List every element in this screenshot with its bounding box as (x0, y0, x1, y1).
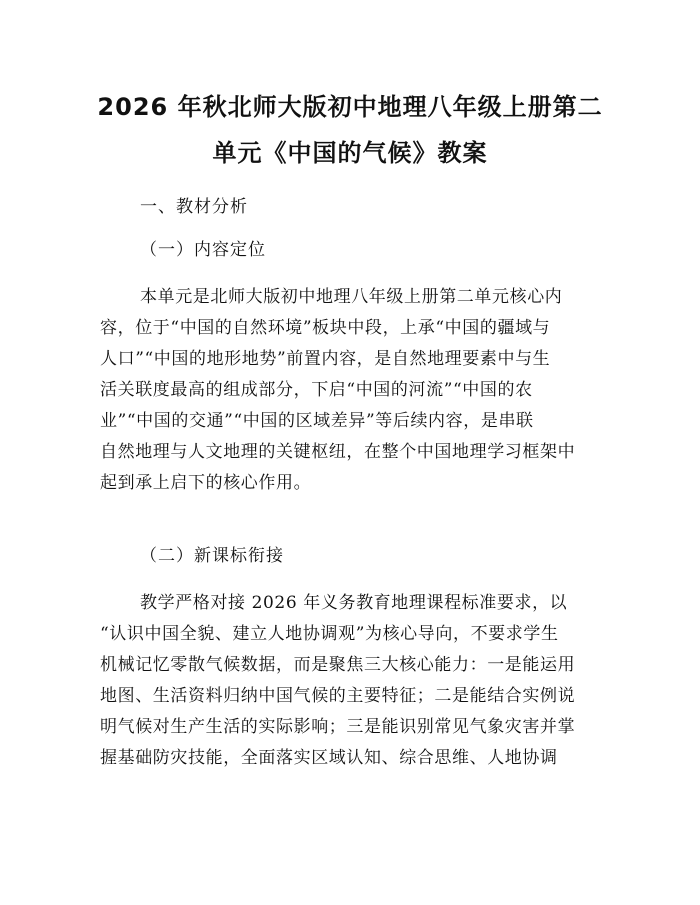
subsection-heading-curriculum-alignment: （二）新课标衔接 (140, 546, 284, 566)
document-title (90, 84, 610, 176)
paragraph-line: 地图、生活资料归纳中国气候的主要特征；二是能结合实例说 (100, 686, 576, 706)
title-line-1: 2026 年秋北师大版初中地理八年级上册第二 (97, 93, 603, 121)
paragraph-line: 活关联度最高的组成部分，下启“中国的河流”“中国的农 (100, 380, 533, 400)
paragraph-line: 业”“中国的交通”“中国的区域差异”等后续内容，是串联 (100, 411, 534, 431)
paragraph-content-positioning (100, 282, 600, 499)
title-line-2: 单元《中国的气候》教案 (212, 139, 488, 167)
paragraph-line: 起到承上启下的核心作用。 (100, 473, 312, 493)
paragraph-line: “认识中国全貌、建立人地协调观”为核心导向，不要求学生 (100, 624, 559, 644)
subsection-heading-content-positioning: （一）内容定位 (140, 240, 266, 260)
paragraph-line: 本单元是北师大版初中地理八年级上册第二单元核心内 (140, 287, 563, 307)
section-heading-textbook-analysis: 一、教材分析 (140, 197, 248, 217)
paragraph-line: 握基础防灾技能，全面落实区域认知、综合思维、人地协调 (100, 748, 558, 768)
paragraph-line: 容，位于“中国的自然环境”板块中段，上承“中国的疆域与 (100, 318, 551, 338)
paragraph-line: 明气候对生产生活的实际影响；三是能识别常见气象灾害并掌 (100, 717, 576, 737)
paragraph-line: 自然地理与人文地理的关键枢纽，在整个中国地理学习框架中 (100, 442, 576, 462)
paragraph-line: 机械记忆零散气候数据，而是聚焦三大核心能力：一是能运用 (100, 655, 576, 675)
paragraph-line: 人口”“中国的地形地势”前置内容，是自然地理要素中与生 (100, 349, 551, 369)
paragraph-line: 教学严格对接 2026 年义务教育地理课程标准要求，以 (140, 593, 568, 613)
paragraph-curriculum-alignment (100, 588, 600, 774)
